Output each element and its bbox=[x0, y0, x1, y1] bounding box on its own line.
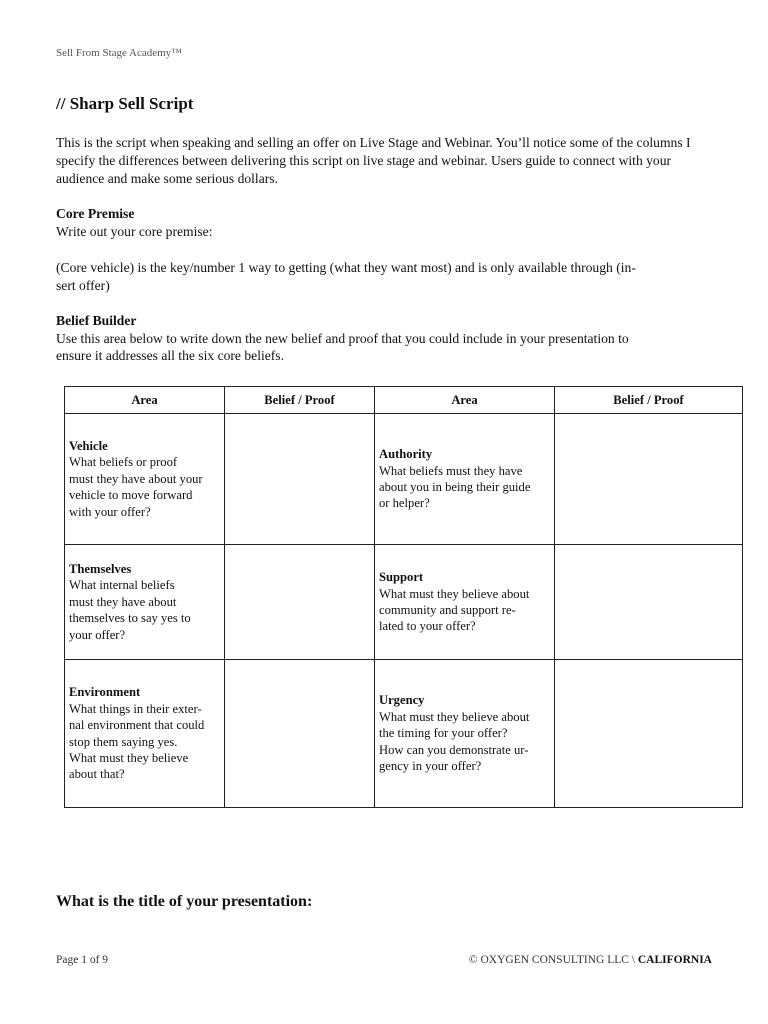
header-belief-proof-left: Belief / Proof bbox=[225, 387, 375, 414]
belief-proof-cell-themselves[interactable] bbox=[225, 545, 375, 660]
belief-builder-line-1: Use this area below to write down the new belief and proof that you could include in your presentation to bbox=[56, 331, 629, 346]
footer-location: CALIFORNIA bbox=[637, 954, 712, 966]
header-area-left: Area bbox=[65, 387, 225, 414]
belief-builder-line-2: ensure it addresses all the six core beliefs. bbox=[56, 348, 284, 363]
area-cell-themselves bbox=[65, 545, 225, 660]
document-title: // Sharp Sell Script bbox=[56, 94, 194, 113]
area-description: What internal beliefs must they have about themselves to say yes to your offer? bbox=[69, 578, 191, 642]
area-description: What beliefs or proof must they have about your vehicle to move forward with your offer? bbox=[69, 455, 203, 519]
core-premise-heading: Core Premise bbox=[56, 206, 135, 221]
area-description: What things in their exter- nal environment that could stop them saying yes. What must they believe about that? bbox=[69, 701, 205, 782]
footer-copyright bbox=[469, 954, 712, 966]
area-cell-authority bbox=[375, 414, 555, 545]
area-description: What must they believe about community and support re- lated to your offer? bbox=[379, 586, 530, 634]
area-name: Environment bbox=[69, 685, 141, 700]
area-cell-support bbox=[375, 545, 555, 660]
table-row bbox=[65, 414, 743, 545]
presentation-title-question: What is the title of your presentation: bbox=[56, 893, 313, 910]
header-area-right: Area bbox=[375, 387, 555, 414]
table-row bbox=[65, 660, 743, 808]
belief-builder-heading: Belief Builder bbox=[56, 313, 137, 328]
area-cell-environment bbox=[65, 660, 225, 808]
page-number: Page 1 of 9 bbox=[56, 954, 109, 966]
page-header: Sell From Stage Academy™ bbox=[56, 47, 182, 59]
area-name: Vehicle bbox=[69, 438, 108, 453]
core-premise-instruction: Write out your core premise: bbox=[56, 224, 213, 239]
core-premise-template-line-2: sert offer) bbox=[56, 278, 110, 293]
belief-proof-cell-vehicle[interactable] bbox=[225, 414, 375, 545]
area-description: What beliefs must they have about you in being their guide or helper? bbox=[379, 463, 531, 511]
area-description: What must they believe about the timing for your offer? How can you demonstrate ur- gency in your offer? bbox=[379, 709, 530, 774]
belief-builder-table bbox=[64, 386, 743, 808]
area-name: Authority bbox=[379, 447, 433, 462]
area-name: Themselves bbox=[69, 561, 132, 576]
table-row bbox=[65, 545, 743, 660]
area-cell-vehicle bbox=[65, 414, 225, 545]
intro-paragraph: This is the script when speaking and selling an offer on Live Stage and Webinar. You’ll notice some of the columns I specify the differences between delivering this script on live stage and webinar. Users guide to connect with your audience and make some serious dollars. bbox=[56, 135, 691, 186]
belief-proof-cell-environment[interactable] bbox=[225, 660, 375, 808]
area-name: Urgency bbox=[379, 693, 425, 708]
belief-proof-cell-urgency[interactable] bbox=[555, 660, 743, 808]
belief-proof-cell-authority[interactable] bbox=[555, 414, 743, 545]
copyright-text: © OXYGEN CONSULTING LLC \ bbox=[468, 954, 638, 966]
table-header-row bbox=[65, 387, 743, 414]
belief-proof-cell-support[interactable] bbox=[555, 545, 743, 660]
area-cell-urgency bbox=[375, 660, 555, 808]
header-belief-proof-right: Belief / Proof bbox=[555, 387, 743, 414]
area-name: Support bbox=[379, 570, 424, 585]
core-premise-template-line-1: (Core vehicle) is the key/number 1 way to getting (what they want most) and is only available through (in- bbox=[56, 260, 636, 275]
